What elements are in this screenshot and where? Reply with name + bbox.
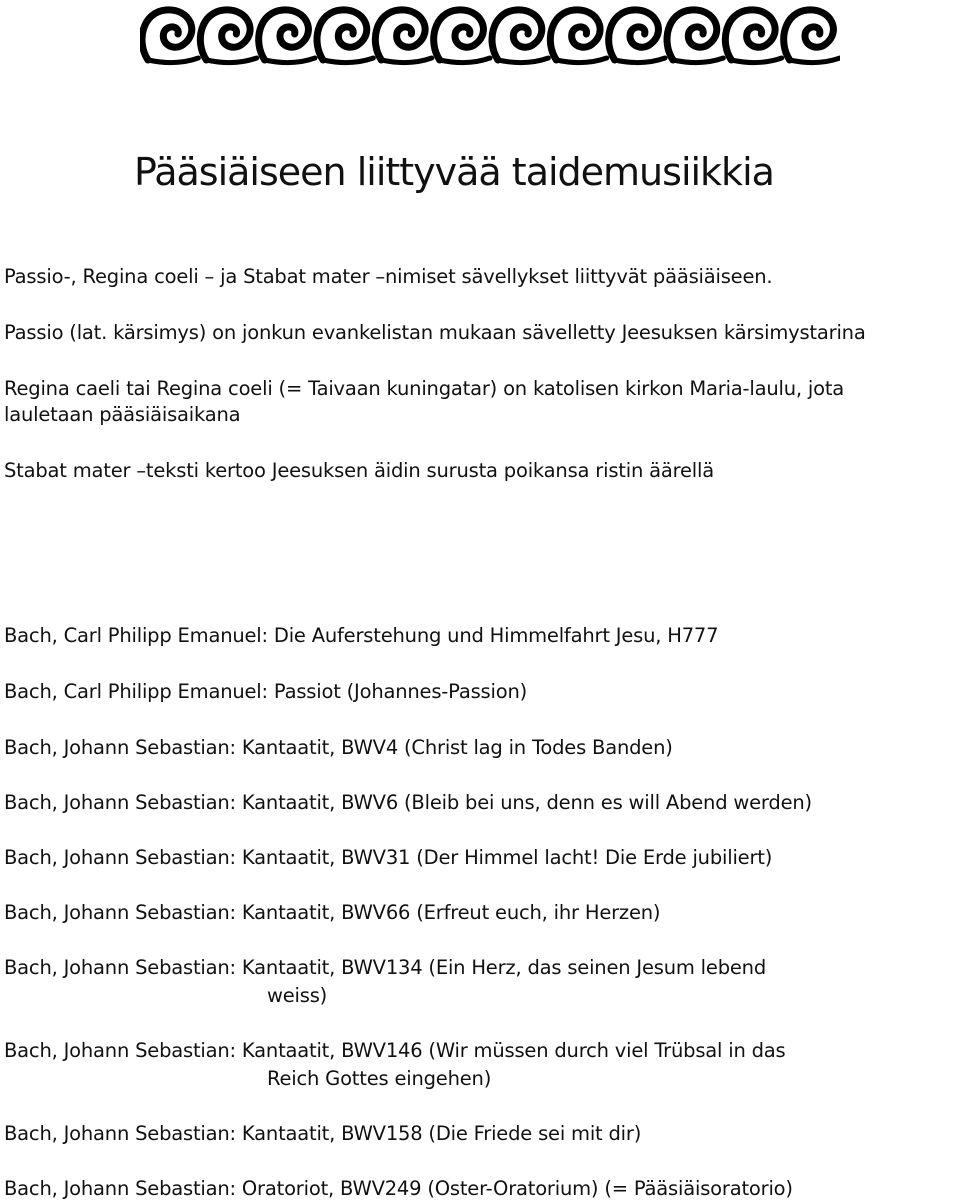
work-item-title: Bach, Johann Sebastian: Kantaatit, BWV66 (Erfreut euch, ihr Herzen) — [4, 901, 661, 924]
scroll-curl-icon — [259, 10, 309, 60]
intro-text-2: Passio (lat. kärsimys) on jonkun evankelistan mukaan sävelletty Jeesuksen kärsimystarina — [4, 321, 866, 344]
scroll-tail-icon — [615, 58, 665, 63]
scroll-curl-icon — [142, 10, 192, 60]
scroll-curl-icon — [492, 10, 542, 60]
work-item-6 — [4, 899, 660, 927]
work-item-7 — [4, 954, 766, 1010]
scroll-tail-icon — [498, 58, 548, 63]
work-item-title: Bach, Johann Sebastian: Kantaatit, BWV4 (Christ lag in Todes Banden) — [4, 736, 673, 759]
work-item-2 — [4, 678, 527, 706]
intro-text-5: Stabat mater –teksti kertoo Jeesuksen äidin surusta poikansa ristin äärellä — [4, 459, 714, 482]
intro-text-3: Regina caeli tai Regina coeli (= Taivaan kuningatar) on katolisen kirkon Maria-laulu, jota — [4, 377, 845, 400]
scroll-curl-icon — [784, 10, 834, 60]
scroll-tail-icon — [265, 58, 315, 63]
work-item-1 — [4, 622, 718, 650]
work-item-3 — [4, 734, 673, 762]
work-item-title: Bach, Johann Sebastian: Kantaatit, BWV146 (Wir müssen durch viel Trübsal in das — [4, 1039, 786, 1062]
work-item-title: Bach, Carl Philipp Emanuel: Passiot (Johannes-Passion) — [4, 680, 528, 703]
scroll-tail-icon — [381, 58, 431, 63]
scroll-border-icon — [140, 2, 840, 70]
scroll-tail-icon — [673, 58, 723, 63]
work-item-title: Bach, Johann Sebastian: Kantaatit, BWV31 (Der Himmel lacht! Die Erde jubiliert) — [4, 846, 773, 869]
scroll-tail-icon — [790, 58, 840, 63]
scroll-curl-icon — [200, 10, 250, 60]
scroll-curl-icon — [609, 10, 659, 60]
work-item-title: Bach, Johann Sebastian: Kantaatit, BWV158 (Die Friede sei mit dir) — [4, 1122, 642, 1145]
work-item-5 — [4, 844, 772, 872]
work-item-10 — [4, 1175, 793, 1203]
work-item-8 — [4, 1037, 786, 1093]
intro-text-4: lauletaan pääsiäisaikana — [4, 403, 241, 426]
scroll-curl-icon — [434, 10, 484, 60]
work-item-4 — [4, 789, 812, 817]
work-item-continuation: weiss) — [267, 984, 328, 1007]
scroll-curl-icon — [550, 10, 600, 60]
scroll-curl-icon — [667, 10, 717, 60]
work-item-9 — [4, 1120, 641, 1148]
scroll-curl-icon — [725, 10, 775, 60]
scroll-tail-icon — [440, 58, 490, 63]
scroll-tail-icon — [323, 58, 373, 63]
intro-text-1: Passio-, Regina coeli – ja Stabat mater –nimiset sävellykset liittyvät pääsiäiseen. — [4, 265, 773, 288]
work-item-title: Bach, Johann Sebastian: Kantaatit, BWV134 (Ein Herz, das seinen Jesum lebend — [4, 956, 767, 979]
scroll-curl-icon — [317, 10, 367, 60]
work-item-title: Bach, Johann Sebastian: Kantaatit, BWV6 (Bleib bei uns, denn es will Abend werden) — [4, 791, 812, 814]
work-item-title: Bach, Johann Sebastian: Oratoriot, BWV249 (Oster-Oratorium) (= Pääsiäisoratorio) — [4, 1177, 793, 1200]
work-item-title: Bach, Carl Philipp Emanuel: Die Auferstehung und Himmelfahrt Jesu, H777 — [4, 624, 719, 647]
scroll-curl-icon — [375, 10, 425, 60]
work-item-continuation: Reich Gottes eingehen) — [267, 1067, 492, 1090]
scroll-tail-icon — [148, 58, 198, 63]
page-title: Pääsiäiseen liittyvää taidemusiikkia — [134, 150, 774, 194]
scroll-tail-icon — [206, 58, 256, 63]
scroll-tail-icon — [731, 58, 781, 63]
scroll-tail-icon — [556, 58, 606, 63]
